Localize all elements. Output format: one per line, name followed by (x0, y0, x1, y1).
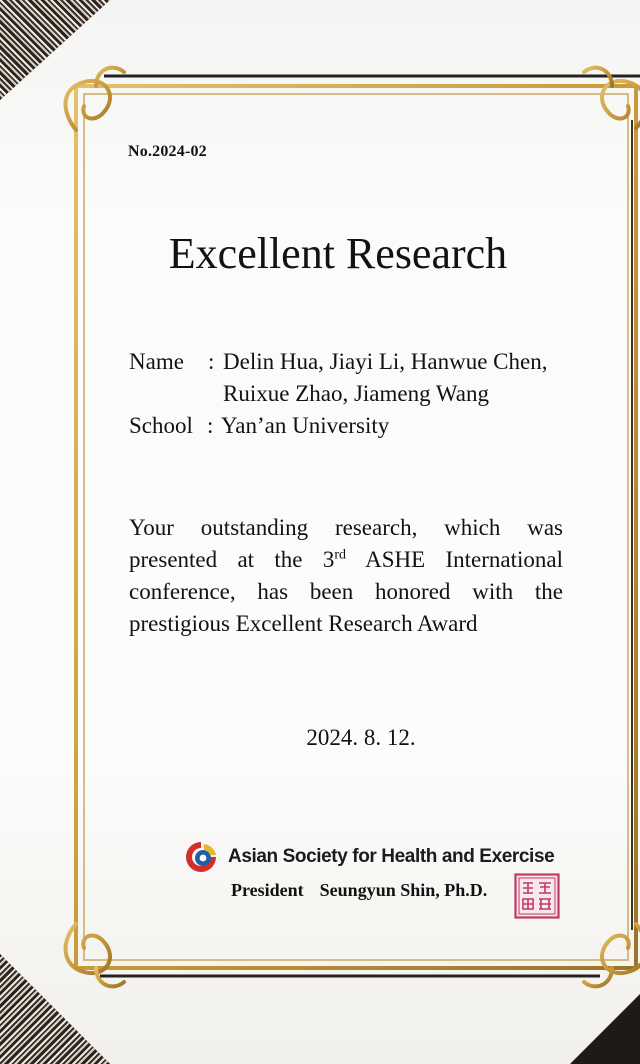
name-colon: : (208, 349, 215, 374)
school-colon: : (207, 413, 214, 438)
certificate-title: Excellent Research (168, 229, 508, 278)
award-statement (129, 512, 563, 640)
ordinal-suffix: rd (334, 547, 347, 563)
statement-line-2-end: ASHE International (346, 547, 564, 572)
statement-line-1: Your outstanding research, which was (129, 515, 563, 540)
asian-society-logo-icon (184, 840, 218, 874)
statement-line-2 (129, 544, 563, 576)
school-value: Yan’an University (221, 413, 390, 438)
school-label: School (129, 413, 193, 438)
recipient-names-line-2: Ruixue Zhao, Jiameng Wang (223, 381, 490, 406)
organization-row (184, 840, 554, 874)
statement-line-2-start: presented at the 3 (129, 547, 335, 572)
recipient-names-line-1: Delin Hua, Jiayi Li, Hanwue Chen, (223, 349, 548, 374)
name-label: Name (129, 349, 184, 374)
president-label: President (231, 880, 304, 900)
organization-name: Asian Society for Health and Exercise (228, 846, 555, 867)
statement-line-4: prestigious Excellent Research Award (129, 611, 478, 636)
award-date: 2024. 8. 12. (306, 725, 416, 750)
president-signature-row (231, 880, 487, 901)
statement-line-3: conference, has been honored with the (129, 579, 563, 604)
certificate-number: No.2024-02 (128, 143, 207, 160)
president-name: Seungyun Shin, Ph.D. (319, 880, 488, 900)
president-seal-icon (514, 873, 560, 919)
